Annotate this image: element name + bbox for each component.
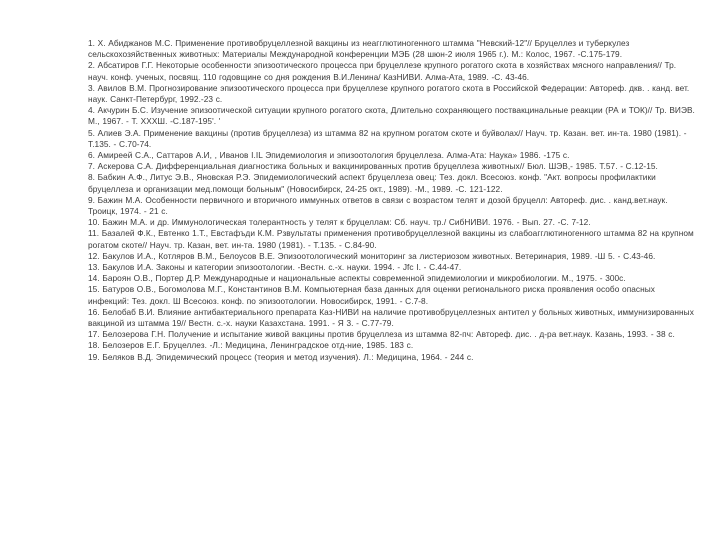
reference-item: 5. Алиев Э.А. Применение вакцины (против бруцеллеза) из штамма 82 на крупном рогатом скоте и буйволах// Науч. тр. Казан. вет. ин-та. 1980 (1981). - Т.135. - С.70-74.: [88, 127, 687, 149]
reference-item: 19. Беляков В.Д. Эпидемический процесс (теория и метод изучения). Л.: Медицина, 1964. - 244 с.: [88, 351, 474, 362]
reference-item: 14. Бароян О.В., Портер Д.Р. Международные и национальные аспекты современной эпидемиологии и микробиологии. М., 1975. - 300с.: [88, 273, 626, 284]
reference-item: 16. Белобаб В.И. Влияние антибактериального препарата Каз-НИВИ на наличие противобруцеллезных антител у больных животных, иммунизированных вакциной из штамма 19// Вестн. с.-х. науки Казахстана. 1991. - Я 3. - С.77-79.: [88, 306, 694, 329]
reference-item: 11. Базалей Ф.К., Евтенко 1.Т., Евстафъди К.М. Рзвультаты применения противобруцеллезной вакцины из слабоагглютиногенного штамма 82 на крупном рогатом скоте// Науч. тр. Казан, вет. ин-та. 1980 (1981). - Т.135. - С.84-90.: [88, 228, 694, 250]
reference-item: 9. Бажин М.А. Особенности первичного и вторичного иммунных ответов в связи с возрастом телят и дозой бруцелл: Автореф. дис. . канд.вет.наук. Троицк, 1974. - 21 с.: [88, 194, 668, 217]
reference-item: 13. Бакулов И.А. Законы и категории эпизоотологии. -Вестн. с.-х. науки. 1994. - Jfc I. - С.44-47.: [88, 262, 462, 273]
reference-item: 1. X. Абиджанов М.С. Применение противобруцеллезной вакцины из неагглютиногенного штамма "Невский-12"// Бруцеллез и туберкулез сельскохозяйственных животных: Материалы Международной конференции МЭБ (28 шюн-2 июля 1965 г.). М.: Колос, 1967. -С.175-179.: [88, 38, 630, 60]
reference-item: 17. Белозерова Г.Н. Получение и испытание живой вакцины против бруцеллеза из штамма 82-пч: Автореф. дис. . д-ра вет.наук. Казань, 1993. - 38 с.: [88, 329, 675, 340]
reference-item: 10. Бажин М.А. и др. Иммунологическая толерантность у телят к бруцеллам: Сб. науч. тр./ СибНИВИ. 1976. - Вып. 27. -С. 7-12.: [88, 217, 591, 228]
reference-item: 15. Батуров О.В., Богомолова М.Г., Константинов В.М. Компьютерная база данных для оценки регионального риска проявления особо опасных инфекций: Тез. докл. Ш Всесоюз. конф. по эпизоотологии. Новосибирск, 1991. - С.7-8.: [88, 284, 655, 306]
reference-item: 7. Аскерова С.А. Дифференциальная диагностика больных и вакцинированных против бруцеллеза животных// Бюл. ШЭВ,- 1985. Т.57. - С.12-15.: [88, 161, 658, 172]
reference-item: 18. Белозеров Е.Г. Бруцеллез. -Л.: Медицина, Ленинградское отд-ние, 1985. 183 с.: [88, 340, 414, 351]
reference-item: 4. Акчурин Б.С. Изучение эпизоотической ситуации крупного рогатого скота, Длительно сохраняющего поствакцинальные реакции (РА и ТОК)// Тр. ВИЭВ. М., 1967. - Т. XXXШ. -С.187-195'. ': [88, 105, 695, 127]
reference-item: 12. Бакулов И.А., Котляров В.М., Белоусов В.Е. Эпизоотологический мониторинг за листериозом животных. Ветеринария, 1989. -Ш 5. - С.43-46.: [88, 250, 656, 261]
reference-list: [88, 38, 696, 363]
reference-item: 2. Абсатиров Г.Г. Некоторые особенности эпизоотического процесса при бруцеллезе крупного рогатого скота в хозяйствах мясного направления// Тр. науч. конф. ученых, посвящ. 110 годовщине со дня рождения В.И.Ленина/ КазНИВИ. Алма-Ата, 1989. -С. 43-46.: [88, 60, 677, 82]
reference-item: 8. Бабкин А.Ф., Литус Э.В., Яновская Р.Э. Эпидемиологический аспект бруцеллеза овец: Тез. докл. Всесоюз. конф. "Акт. вопросы профилактики бруцеллеза и организации мед.помощи больным" (Новосибирск, 24-25 окт., 1989). -М., 1989. -С. 121-122.: [88, 172, 656, 194]
reference-item: 3. Авилов В.М. Прогнозирование эпизоотического процесса при бруцеллезе крупного рогатого скота в Российской Федерации: Автореф. дкв. . канд. вет. наук. Санкт-Петербург, 1992.-23 с.: [88, 82, 690, 105]
reference-item: 6. Амиреей С.А., Саттаров А.И, , Иванов I.IL Эпидемиология и эпизоотология бруцеллеза. Алма-Ата: Наука» 1986. -175 с.: [88, 150, 570, 161]
